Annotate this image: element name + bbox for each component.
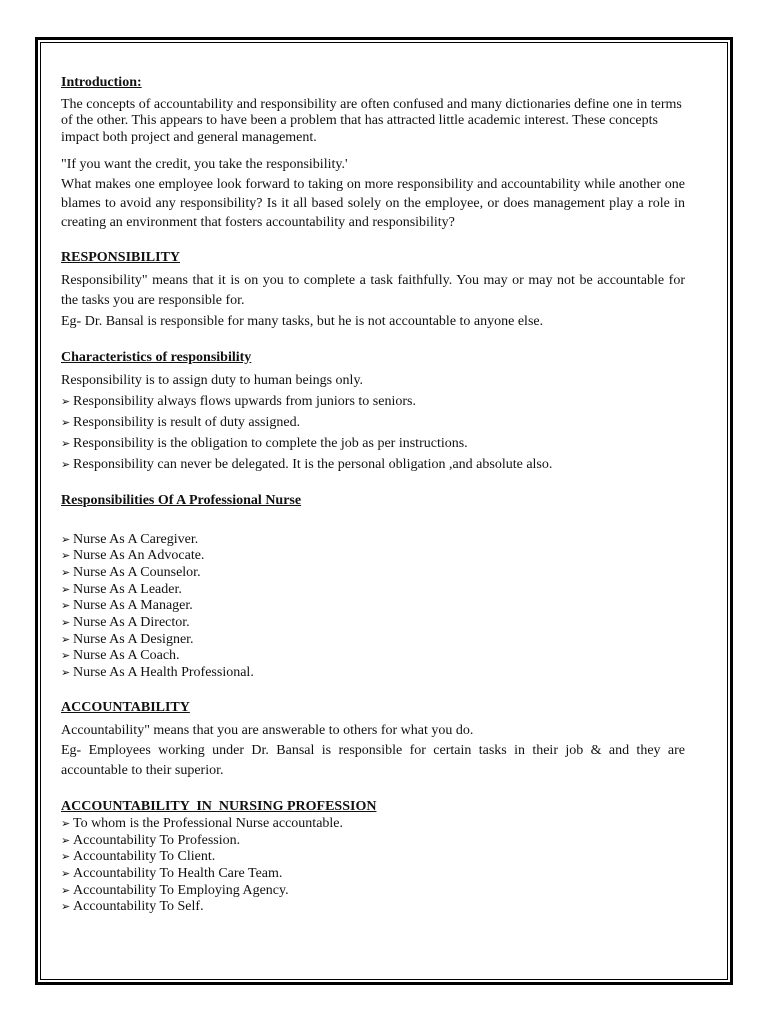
list-item: ➢ Nurse As A Counselor. — [61, 564, 201, 580]
list-item: ➢ Accountability To Client. — [61, 849, 216, 865]
responsibility-heading: RESPONSIBILITY — [61, 250, 181, 265]
arrow-bullet-icon: ➢ — [61, 816, 71, 830]
introduction-heading: Introduction: — [61, 75, 142, 90]
arrow-bullet-icon: ➢ — [61, 549, 71, 563]
list-item: ➢ Nurse As A Coach. — [61, 648, 180, 664]
list-item: ➢ Accountability To Health Care Team. — [61, 865, 283, 881]
accountability-heading: ACCOUNTABILITY — [61, 699, 190, 715]
list-item: ➢ Nurse As A Leader. — [61, 581, 182, 597]
list-item: ➢ To whom is the Professional Nurse accountable. — [61, 815, 344, 831]
arrow-bullet-icon: ➢ — [61, 833, 71, 847]
nurse-roles-list — [61, 532, 685, 682]
arrow-bullet-icon: ➢ — [61, 395, 71, 408]
nurse-responsibilities-heading: Responsibilities Of A Professional Nurse — [61, 493, 302, 508]
arrow-bullet-icon: ➢ — [61, 850, 71, 864]
arrow-bullet-icon: ➢ — [61, 900, 71, 914]
list-item: ➢ Nurse As A Caregiver. — [61, 531, 199, 547]
responsibility-definition: Responsibility" means that it is on you to complete a task faithfully. You may or may not be accountable for the tasks you are responsible for. — [61, 272, 685, 308]
list-item: ➢ Nurse As A Manager. — [61, 598, 193, 614]
list-item: ➢ Nurse As An Advocate. — [61, 548, 205, 564]
arrow-bullet-icon: ➢ — [61, 649, 71, 663]
arrow-bullet-icon: ➢ — [61, 632, 71, 646]
credit-quote: "If you want the credit, you take the responsibility.' — [61, 157, 348, 172]
characteristics-lead: Responsibility is to assign duty to human beings only. — [61, 373, 364, 388]
arrow-bullet-icon: ➢ — [61, 599, 71, 613]
list-item: ➢ Responsibility is result of duty assigned. — [61, 412, 685, 433]
characteristics-list — [61, 391, 685, 475]
arrow-bullet-icon: ➢ — [61, 616, 71, 630]
arrow-bullet-icon: ➢ — [61, 666, 71, 680]
accountability-nursing-list — [61, 816, 685, 916]
list-item: ➢ Accountability To Profession. — [61, 832, 241, 848]
arrow-bullet-icon: ➢ — [61, 416, 71, 429]
responsibility-example: Eg- Dr. Bansal is responsible for many tasks, but he is not accountable to anyone else. — [61, 313, 544, 329]
arrow-bullet-icon: ➢ — [61, 458, 71, 471]
list-item: ➢ Responsibility can never be delegated. It is the personal obligation ,and absolute also. — [61, 454, 685, 475]
list-item: ➢ Accountability To Employing Agency. — [61, 882, 289, 898]
arrow-bullet-icon: ➢ — [61, 883, 71, 897]
introduction-question-paragraph: What makes one employee look forward to taking on more responsibility and accountability while another one blames to avoid any responsibility? Is it all based solely on the employee, or does management play a role in creating an environment that fosters accountability and responsibility? — [61, 177, 685, 230]
list-item: ➢ Nurse As A Designer. — [61, 631, 194, 647]
list-item: ➢ Accountability To Self. — [61, 899, 204, 915]
introduction-paragraph: The concepts of accountability and responsibility are often confused and many dictionaries define one in terms of the other. This appears to have been a problem that has attracted little academic interest. These concepts impact both project and general management. — [61, 96, 682, 145]
list-item: ➢ Responsibility always flows upwards from juniors to seniors. — [61, 391, 685, 412]
accountability-definition: Accountability" means that you are answerable to others for what you do. — [61, 723, 474, 739]
list-item: ➢ Responsibility is the obligation to complete the job as per instructions. — [61, 433, 685, 454]
arrow-bullet-icon: ➢ — [61, 565, 71, 579]
list-item: ➢ Nurse As A Health Professional. — [61, 665, 254, 681]
arrow-bullet-icon: ➢ — [61, 582, 71, 596]
arrow-bullet-icon: ➢ — [61, 866, 71, 880]
arrow-bullet-icon: ➢ — [61, 532, 71, 546]
accountability-nursing-heading: ACCOUNTABILITY IN NURSING PROFESSION — [61, 799, 377, 815]
characteristics-heading: Characteristics of responsibility — [61, 349, 252, 365]
accountability-example: Eg- Employees working under Dr. Bansal is responsible for certain tasks in their job & and they are accountable to their superior. — [61, 743, 685, 779]
arrow-bullet-icon: ➢ — [61, 437, 71, 450]
document-content — [61, 75, 685, 916]
list-item: ➢ Nurse As A Director. — [61, 615, 190, 631]
